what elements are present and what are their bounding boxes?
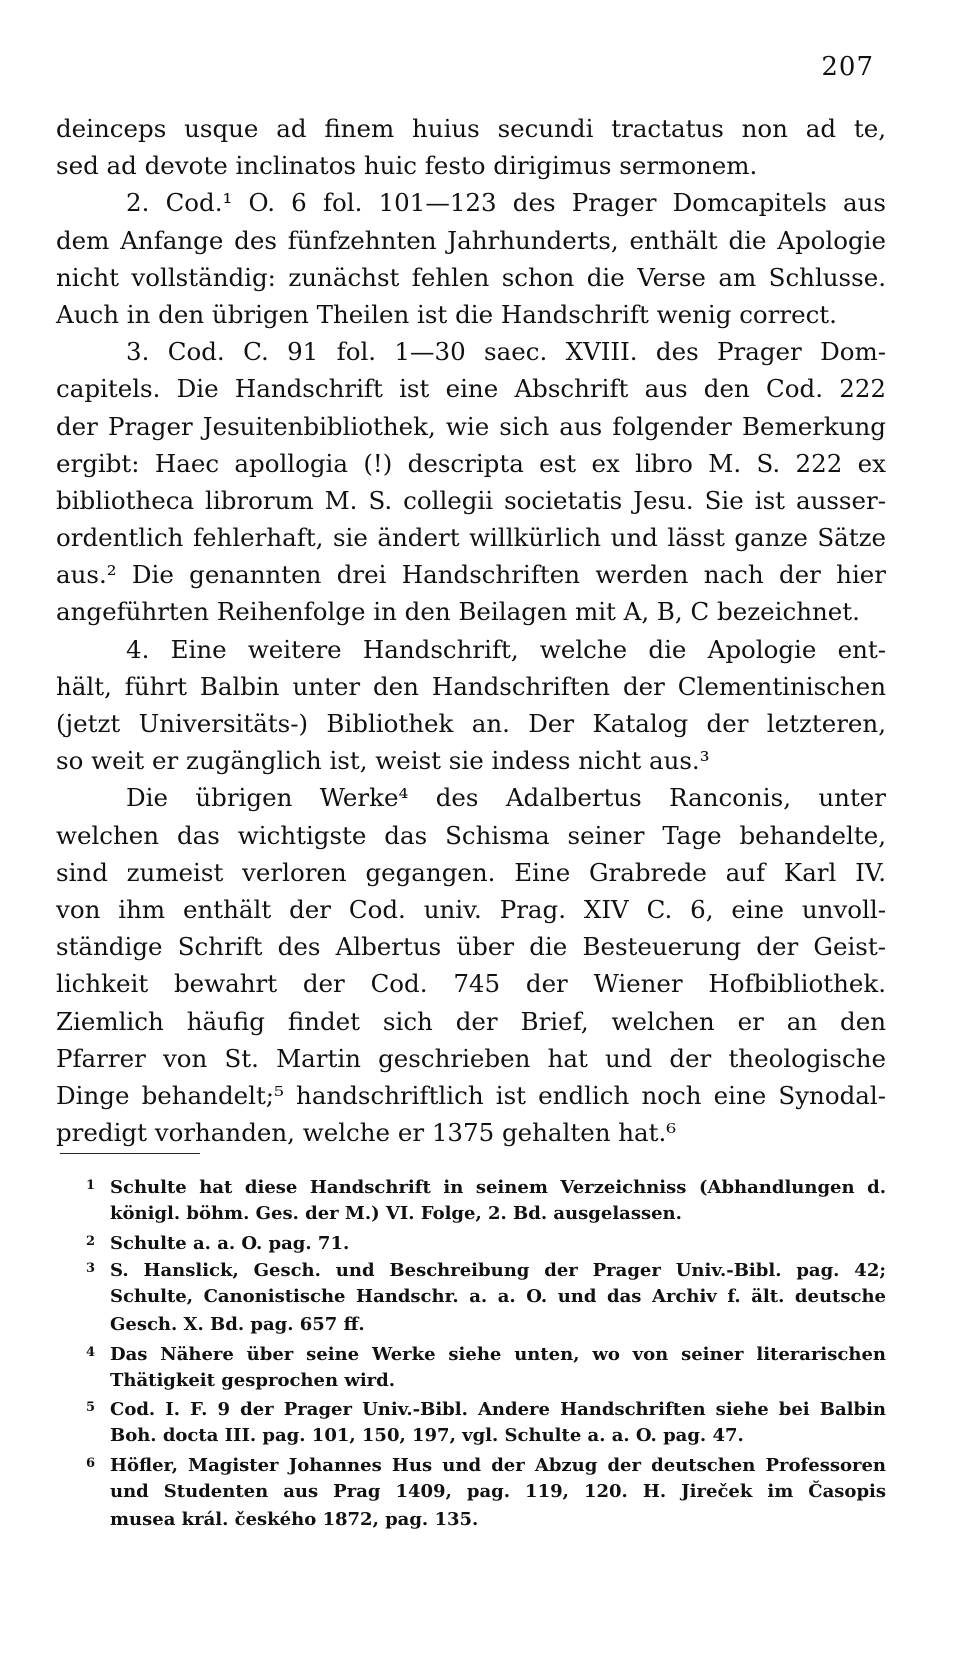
body-line: 4. Eine weitere Handschrift, welche die Apologie ent-	[126, 634, 886, 664]
footnote-mark: 4	[86, 1344, 96, 1360]
body-line: welchen das wichtigste das Schisma seiner Tage behandelte,	[56, 820, 886, 850]
footnote-text: Schulte a. a. O. pag. 71.	[110, 1232, 350, 1254]
footnote-line	[86, 1450, 886, 1478]
footnote	[86, 1450, 886, 1533]
footnote-text: königl. böhm. Ges. der M.) VI. Folge, 2. Bd. ausgelassen.	[110, 1202, 682, 1224]
body-line: sind zumeist verloren gegangen. Eine Grabrede auf Karl IV.	[56, 857, 886, 887]
footnote-mark: 1	[86, 1178, 96, 1193]
body-line: ständige Schrift des Albertus über die Besteuerung der Geist-	[56, 932, 886, 962]
footnote-text: Thätigkeit gesprochen wird.	[110, 1369, 395, 1391]
footnote-text: Schulte hat diese Handschrift in seinem Verzeichniss (Abhandlungen d.	[110, 1177, 886, 1198]
body-line: lichkeit bewahrt der Cod. 745 der Wiener Hofbibliothek.	[56, 969, 886, 999]
body-line: Auch in den übrigen Theilen ist die Handschrift wenig correct.	[56, 299, 837, 329]
footnote-separator	[60, 1153, 200, 1154]
body-line: Pfarrer von St. Martin geschrieben hat und der theologische	[56, 1043, 886, 1073]
body-line: sed ad devote inclinatos huic festo dirigimus sermonem.	[56, 151, 758, 181]
footnote-text: Höfler, Magister Johannes Hus und der Abzug der deutschen Professoren	[110, 1454, 886, 1476]
body-line: hält, führt Balbin unter den Handschriften der Clementinischen	[56, 671, 886, 701]
body-line: predigt vorhanden, welche er 1375 gehalten hat.⁶	[56, 1118, 677, 1148]
body-line: bibliotheca librorum M. S. collegii societatis Jesu. Sie ist ausser-	[56, 485, 886, 515]
body-line: Dinge behandelt;⁵ handschriftlich ist endlich noch eine Synodal-	[56, 1080, 886, 1110]
footnote-text: Gesch. X. Bd. pag. 657 ff.	[110, 1313, 365, 1335]
page-number: 207	[821, 52, 874, 82]
footnote-mark: 2	[86, 1233, 96, 1249]
footnote-text: Das Nähere über seine Werke siehe unten, wo von seiner literarischen	[110, 1343, 886, 1365]
footnotes	[86, 1172, 886, 1533]
footnote	[86, 1255, 886, 1338]
body-line: ordentlich fehlerhaft, sie ändert willkürlich und lässt ganze Sätze	[56, 523, 886, 553]
body-line: angeführten Reihenfolge in den Beilagen mit A, B, C bezeichnet.	[56, 597, 860, 627]
body-line: Ziemlich häufig findet sich der Brief, welchen er an den	[56, 1006, 886, 1036]
footnote-text: und Studenten aus Prag 1409, pag. 119, 120. H. Jireček im Časopis	[110, 1480, 886, 1502]
body-line: aus.² Die genannten drei Handschriften werden nach der hier	[56, 560, 886, 590]
footnote-line	[86, 1478, 886, 1506]
body-line: (jetzt Universitäts-) Bibliothek an. Der Katalog der letzteren,	[56, 709, 886, 738]
body-line: nicht vollständig: zunächst fehlen schon die Verse am Schlusse.	[56, 262, 886, 292]
footnote-line	[86, 1172, 886, 1200]
body-line: von ihm enthält der Cod. univ. Prag. XIV C. 6, eine unvoll-	[56, 894, 886, 924]
body-line: 3. Cod. C. 91 fol. 1—30 saec. XVIII. des Prager Dom-	[126, 337, 886, 367]
footnote-mark: 3	[86, 1261, 96, 1277]
footnote-line	[86, 1506, 886, 1534]
footnote-text: Boh. docta III. pag. 101, 150, 197, vgl. Schulte a. a. O. pag. 47.	[110, 1425, 744, 1447]
footnote-mark: 6	[86, 1455, 96, 1471]
footnote-line	[86, 1311, 886, 1339]
footnote-line	[86, 1228, 886, 1256]
footnote-line	[86, 1255, 886, 1283]
footnote	[86, 1228, 886, 1256]
footnote-text: S. Hanslick, Gesch. und Beschreibung der Prager Univ.-Bibl. pag. 42;	[110, 1260, 886, 1282]
footnote	[86, 1394, 886, 1450]
footnote-text: Schulte, Canonistische Handschr. a. a. O. und das Archiv f. ält. deutsche	[110, 1286, 886, 1308]
body-line: deinceps usque ad finem huius secundi tractatus non ad te,	[56, 114, 886, 143]
footnote-line	[86, 1283, 886, 1311]
footnote	[86, 1339, 886, 1395]
footnote	[86, 1172, 886, 1228]
body-line: der Prager Jesuitenbibliothek, wie sich aus folgender Bemerkung	[56, 411, 886, 441]
footnote-mark: 5	[86, 1400, 96, 1416]
footnote-line	[86, 1339, 886, 1367]
body-line: capitels. Die Handschrift ist eine Abschrift aus den Cod. 222	[56, 374, 886, 404]
footnote-line	[86, 1422, 886, 1450]
body-line: so weit er zugänglich ist, weist sie indess nicht aus.³	[56, 746, 710, 776]
footnote-text: musea král. českého 1872, pag. 135.	[110, 1508, 479, 1530]
footnote-line	[86, 1367, 886, 1395]
body-line: dem Anfange des fünfzehnten Jahrhunderts, enthält die Apologie	[56, 225, 886, 255]
body-text	[56, 110, 886, 1151]
body-line: Die übrigen Werke⁴ des Adalbertus Ranconis, unter	[126, 783, 886, 813]
body-line: ergibt: Haec apollogia (!) descripta est ex libro M. S. 222 ex	[56, 448, 886, 478]
footnote-line	[86, 1394, 886, 1422]
footnote-line	[86, 1200, 886, 1228]
body-line: 2. Cod.¹ O. 6 fol. 101—123 des Prager Domcapitels aus	[126, 188, 886, 218]
footnote-text: Cod. I. F. 9 der Prager Univ.-Bibl. Andere Handschriften siehe bei Balbin	[110, 1399, 886, 1421]
